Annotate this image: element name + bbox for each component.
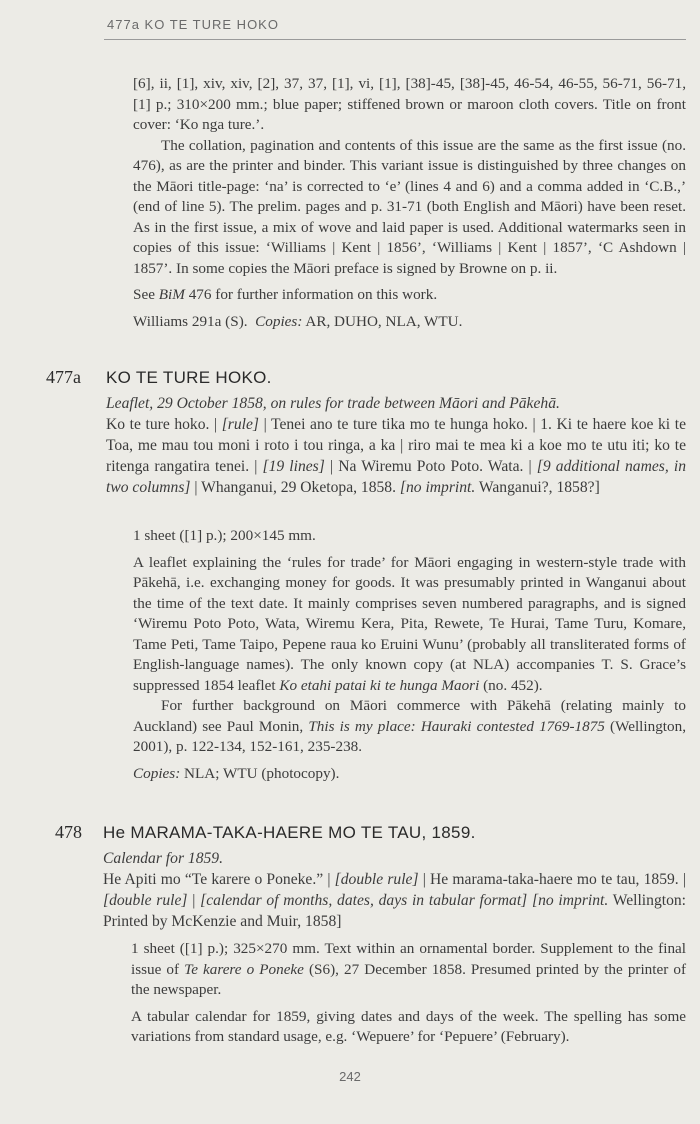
page-number: 242 <box>339 1069 361 1084</box>
entry-notes-478 <box>131 939 686 1048</box>
entry-subtitle-477a: Leaflet, 29 October 1858, on rules for trade between Māori and Pākehā. <box>106 395 560 412</box>
intro-copies-label: Copies: <box>255 312 303 330</box>
entry-subtitle-478: Calendar for 1859. <box>103 850 223 867</box>
see-prefix: See <box>133 286 159 303</box>
physical-478: 1 sheet ([1] p.); 325×270 mm. Text within an ornamental border. Supplement to the final issue of Te karere o Poneke (S6), 27 December 1858. Presumed printed by the printer of the newspaper. <box>131 940 687 998</box>
running-head: 477a KO TE TURE HOKO <box>107 17 279 32</box>
see-ref: BiM <box>158 286 185 303</box>
intro-block <box>133 74 686 332</box>
header-rule <box>104 39 686 40</box>
entry-body-478 <box>103 848 686 932</box>
see-rest: 476 for further information on this work. <box>184 286 438 303</box>
entry-number-477a: 477a <box>46 367 81 387</box>
description2-477a: For further background on Māori commerce with Pākehā (relating mainly to Auckland) see Paul Monin, This is my place: Hauraki contested 1769-1875 (Wellington, 2001), p. 122-134, 152-161, 235-238. <box>133 697 686 755</box>
description-477a: A leaflet explaining the ‘rules for trade’ for Māori engaging in western-style trade with Pākehā, i.e. exchanging money for goods. It was presumably printed in Wanganui about the time of the text date. It mainly comprises seven numbered paragraphs, and is signed ‘Wiremu Poto Poto, Wata, Wiremu Kera, Pita, Rewete, Te Hurai, Tame Turu, Komare, Tame Peti, Tame Taipo, Pepene raua ko Eruini Wunu’ (probably all transliterated forms of English-language names). The only known copy (at NLA) accompanies T. S. Grace’s suppressed 1854 leaflet Ko etahi patai ki te hunga Maori (no. 452). <box>133 553 686 694</box>
entry-number-478: 478 <box>55 822 82 842</box>
intro-copies-list: AR, DUHO, NLA, WTU. <box>302 312 463 330</box>
description-478: A tabular calendar for 1859, giving dates and days of the week. The spelling has some variations from standard usage, e.g. ‘Wepuere’ for ‘Pepuere’ (February). <box>131 1007 686 1045</box>
entry-notes-477a <box>133 526 686 784</box>
entry-transcription-477a: Ko te ture hoko. | [rule] | Tenei ano te ture tika mo te hunga hoko. | 1. Ki te haere koe ki te Toa, me mau tou moni i roto i tou ringa, a ka | riro mai te mea ki a koe mo te utu iti; ko te ritenga rangatira tenei. | [19 lines] | Na Wiremu Poto Poto. Wata. | [9 additional names, in two columns] | Whanganui, 29 Oketopa, 1858. [no imprint. Wanganui?, 1858?] <box>106 416 686 496</box>
entry-title-478: He MARAMA-TAKA-HAERE MO TE TAU, 1859. <box>103 823 476 842</box>
physical-477a: 1 sheet ([1] p.); 200×145 mm. <box>133 527 316 544</box>
see-reference <box>133 285 686 306</box>
entry-transcription-478: He Apiti mo “Te karere o Poneke.” | [double rule] | He marama-taka-haere mo te tau, 1859. | [double rule] | [calendar of months, dates, days in tabular format] [no imprint. Wellington: Printed by McKenzie and Muir, 1858] <box>103 871 686 930</box>
collation-text: [6], ii, [1], xiv, xiv, [2], 37, 37, [1], vi, [1], [38]-45, [38]-45, 46-54, 46-55, 56-71, 56-71, [1] p.; 310×200 mm.; blue paper; stiffened brown or maroon cloth covers. Title on front cover: ‘Ko nga ture.’. <box>133 75 686 133</box>
entry-title-477a: KO TE TURE HOKO. <box>106 368 272 387</box>
intro-description: The collation, pagination and contents of this issue are the same as the first issue (no. 476), as are the printer and binder. This variant issue is distinguished by three changes on the Māori title-page: ‘na’ is corrected to ‘e’ (lines 4 and 6) and a comma added in ‘C.B.,’ (end of line 5). The prelim. pages and p. 31-71 (both English and Māori) have been reset. As in the first issue, a mix of wove and laid paper is used. Additional watermarks seen in copies of this issue: ‘Williams | Kent | 1856’, ‘Williams | Kent | 1857’, ‘C Ashdown | 1857’. In some copies the Māori preface is signed by Browne on p. ii. <box>133 136 686 277</box>
copies-477a: Copies: NLA; WTU (photocopy). <box>133 764 340 782</box>
entry-body-477a <box>106 393 686 498</box>
intro-ref: Williams 291a (S). <box>133 312 248 330</box>
intro-copies <box>133 312 686 333</box>
